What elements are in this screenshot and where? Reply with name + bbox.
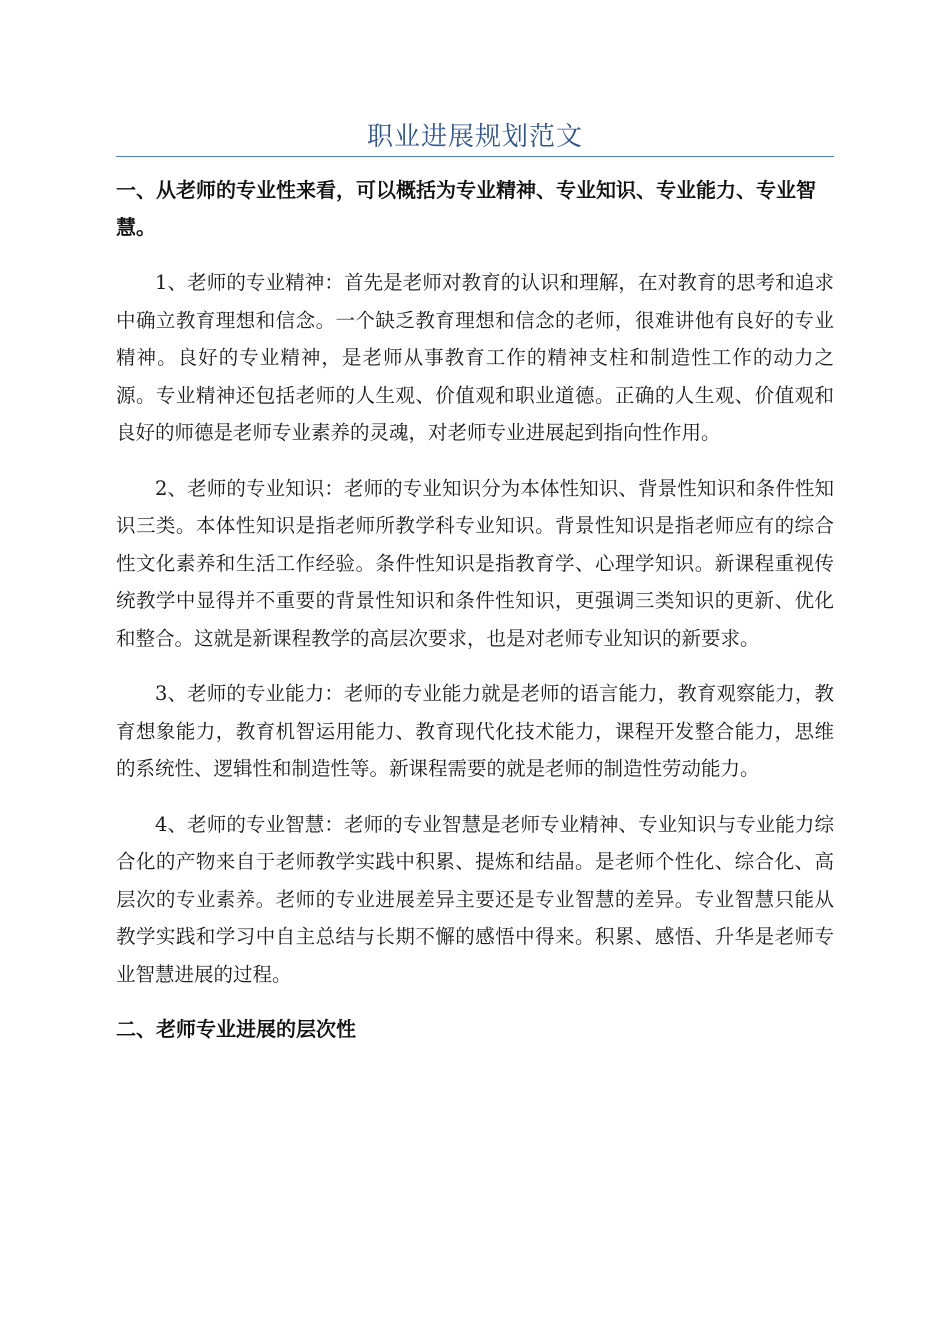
- section-heading-2: 二、老师专业进展的层次性: [116, 1017, 356, 1041]
- paragraph-professional-spirit: 1、老师的专业精神：首先是老师对教育的认识和理解，在对教育的思考和追求中确立教育理想和信念。一个缺乏教育理想和信念的老师，很难讲他有良好的专业精神。良好的专业精神，是老师从事教育工作的精神支柱和制造性工作的动力之源。专业精神还包括老师的人生观、价值观和职业道德。正确的人生观、价值观和良好的师德是老师专业素养的灵魂，对老师专业进展起到指向性作用。: [116, 271, 834, 444]
- title-block: [116, 112, 834, 157]
- document-body: [116, 172, 834, 1048]
- paragraph-professional-ability: 3、老师的专业能力：老师的专业能力就是老师的语言能力，教育观察能力，教育想象能力，教育机智运用能力、教育现代化技术能力，课程开发整合能力，思维的系统性、逻辑性和制造性等。新课程需要的就是老师的制造性劳动能力。: [116, 682, 834, 780]
- page-title: 职业进展规划范文: [366, 122, 583, 152]
- paragraph-professional-knowledge: 2、老师的专业知识：老师的专业知识分为本体性知识、背景性知识和条件性知识三类。本体性知识是指老师所教学科专业知识。背景性知识是指老师应有的综合性文化素养和生活工作经验。条件性知识是指教育学、心理学知识。新课程重视传统教学中显得并不重要的背景性知识和条件性知识，更强调三类知识的更新、优化和整合。这就是新课程教学的高层次要求，也是对老师专业知识的新要求。: [116, 476, 834, 650]
- section-heading-1: 一、从老师的专业性来看，可以概括为专业精神、专业知识、专业能力、专业智慧。: [116, 178, 816, 239]
- paragraph-professional-wisdom: 4、老师的专业智慧：老师的专业智慧是老师专业精神、专业知识与专业能力综合化的产物来自于老师教学实践中积累、提炼和结晶。是老师个性化、综合化、高层次的专业素养。老师的专业进展差异主要还是专业智慧的差异。专业智慧只能从教学实践和学习中自主总结与长期不懈的感悟中得来。积累、感悟、升华是老师专业智慧进展的过程。: [116, 812, 834, 986]
